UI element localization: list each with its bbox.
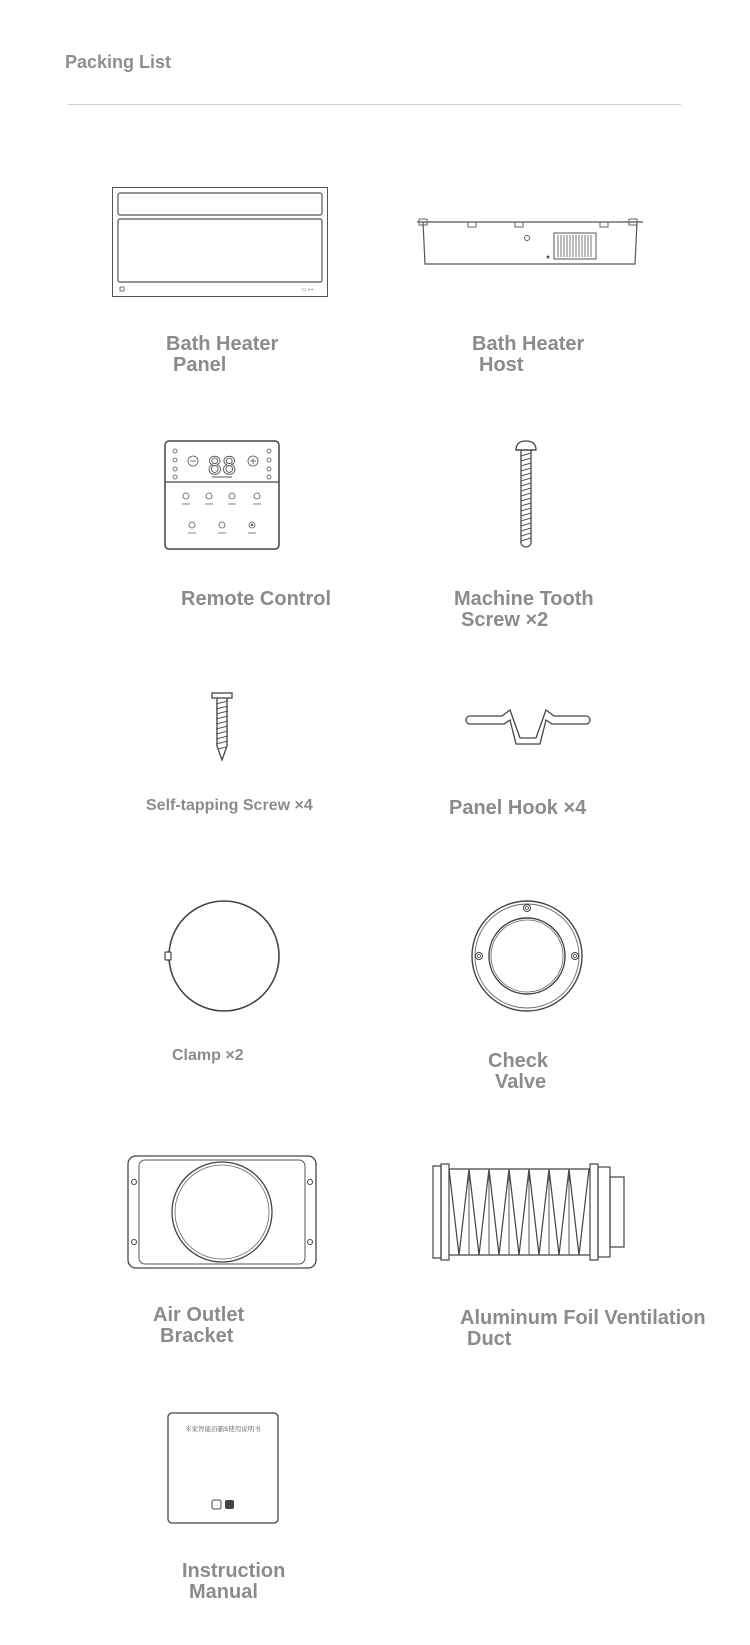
page-title: Packing List: [65, 52, 172, 72]
bath-heater-host-label: Bath Heater Host: [472, 333, 585, 376]
self-tapping-screw-label: Self-tapping Screw ×4: [146, 797, 313, 814]
air-outlet-bracket-icon: [127, 1155, 317, 1269]
clamp-icon: [163, 900, 281, 1012]
clamp-label: Clamp ×2: [172, 1047, 244, 1064]
remote-control-label: Remote Control: [181, 588, 331, 610]
instruction-manual-label: Instruction Manual: [182, 1560, 286, 1603]
remote-control-icon: [164, 440, 280, 550]
manual-cover-text: 米家智能浴霸S使用说明书: [185, 1425, 261, 1433]
ventilation-duct-icon: [432, 1163, 626, 1261]
panel-hook-label: Panel Hook ×4: [449, 797, 587, 819]
remote-display-digits: 88: [207, 452, 237, 480]
bath-heater-panel-label: Bath Heater Panel: [166, 333, 279, 376]
bath-heater-host-icon: [417, 217, 643, 267]
machine-screw-label: Machine Tooth Screw ×2: [454, 588, 594, 631]
title-divider: [68, 104, 681, 105]
machine-screw-icon: [514, 440, 538, 552]
panel-hook-icon: [464, 708, 592, 744]
instruction-manual-icon: [167, 1412, 279, 1524]
svg-text:▭ ▪ ▪: ▭ ▪ ▪: [302, 287, 314, 293]
air-outlet-bracket-label: Air Outlet Bracket: [153, 1304, 245, 1347]
check-valve-label: Check Valve: [488, 1050, 549, 1093]
ventilation-duct-label: Aluminum Foil Ventilation Duct: [460, 1307, 706, 1350]
self-tapping-screw-icon: [210, 692, 234, 762]
check-valve-icon: [471, 900, 583, 1012]
bath-heater-panel-icon: [112, 187, 328, 297]
